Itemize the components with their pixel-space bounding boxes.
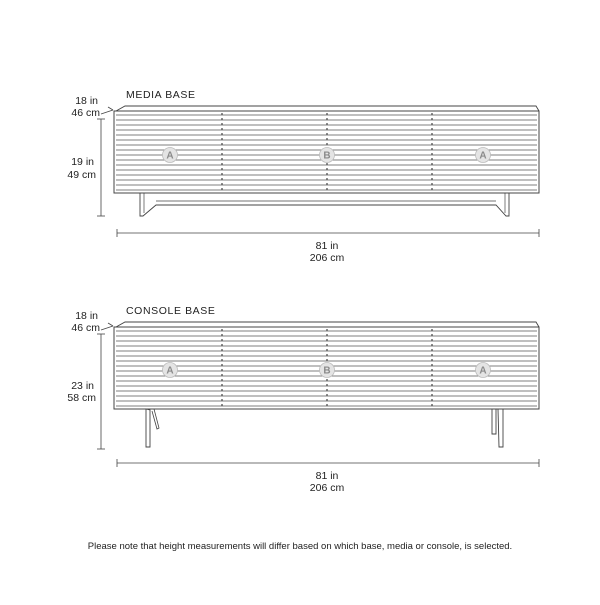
media-height-dimension-line — [97, 119, 105, 216]
media-section-label-right: A — [479, 150, 487, 162]
media-depth-indicator — [101, 107, 113, 114]
media-width-cm-label: 206 cm — [309, 252, 345, 264]
console-section-badge-center — [320, 363, 335, 378]
console-section-label-right: A — [479, 365, 487, 377]
console-depth-cm-label: 46 cm — [71, 322, 100, 334]
media-base-frame — [140, 193, 509, 216]
console-height-cm-label: 58 cm — [67, 392, 96, 404]
console-section-label-center: B — [323, 365, 331, 377]
console-height-dimension-line — [97, 334, 105, 449]
media-depth-cm-label: 46 cm — [71, 107, 100, 119]
media-section-label-center: B — [323, 150, 331, 162]
console-base-title: CONSOLE BASE — [126, 305, 216, 317]
media-base-title: MEDIA BASE — [126, 89, 196, 101]
media-section-badge-center — [320, 148, 335, 163]
console-section-badge-right — [476, 363, 491, 378]
media-width-dimension-line — [117, 229, 539, 237]
console-width-dimension-line — [117, 459, 539, 467]
console-section-label-left: A — [166, 365, 174, 377]
console-depth-indicator — [101, 323, 113, 330]
media-base-group — [67, 89, 539, 264]
console-depth-in-label: 18 in — [75, 310, 98, 322]
console-section-badge-left — [163, 363, 178, 378]
console-base-group — [67, 305, 539, 494]
height-note: Please note that height measurements will differ based on which base, media or console, is selected. — [87, 541, 513, 552]
media-height-in-label: 19 in — [71, 156, 94, 168]
console-width-cm-label: 206 cm — [309, 482, 345, 494]
media-section-badge-right — [476, 148, 491, 163]
console-legs — [142, 409, 505, 447]
media-depth-in-label: 18 in — [75, 95, 98, 107]
console-height-in-label: 23 in — [71, 380, 94, 392]
media-height-cm-label: 49 cm — [67, 169, 96, 181]
console-width-in-label: 81 in — [315, 470, 339, 482]
media-section-label-left: A — [166, 150, 174, 162]
media-width-in-label: 81 in — [315, 240, 339, 252]
media-section-badge-left — [163, 148, 178, 163]
